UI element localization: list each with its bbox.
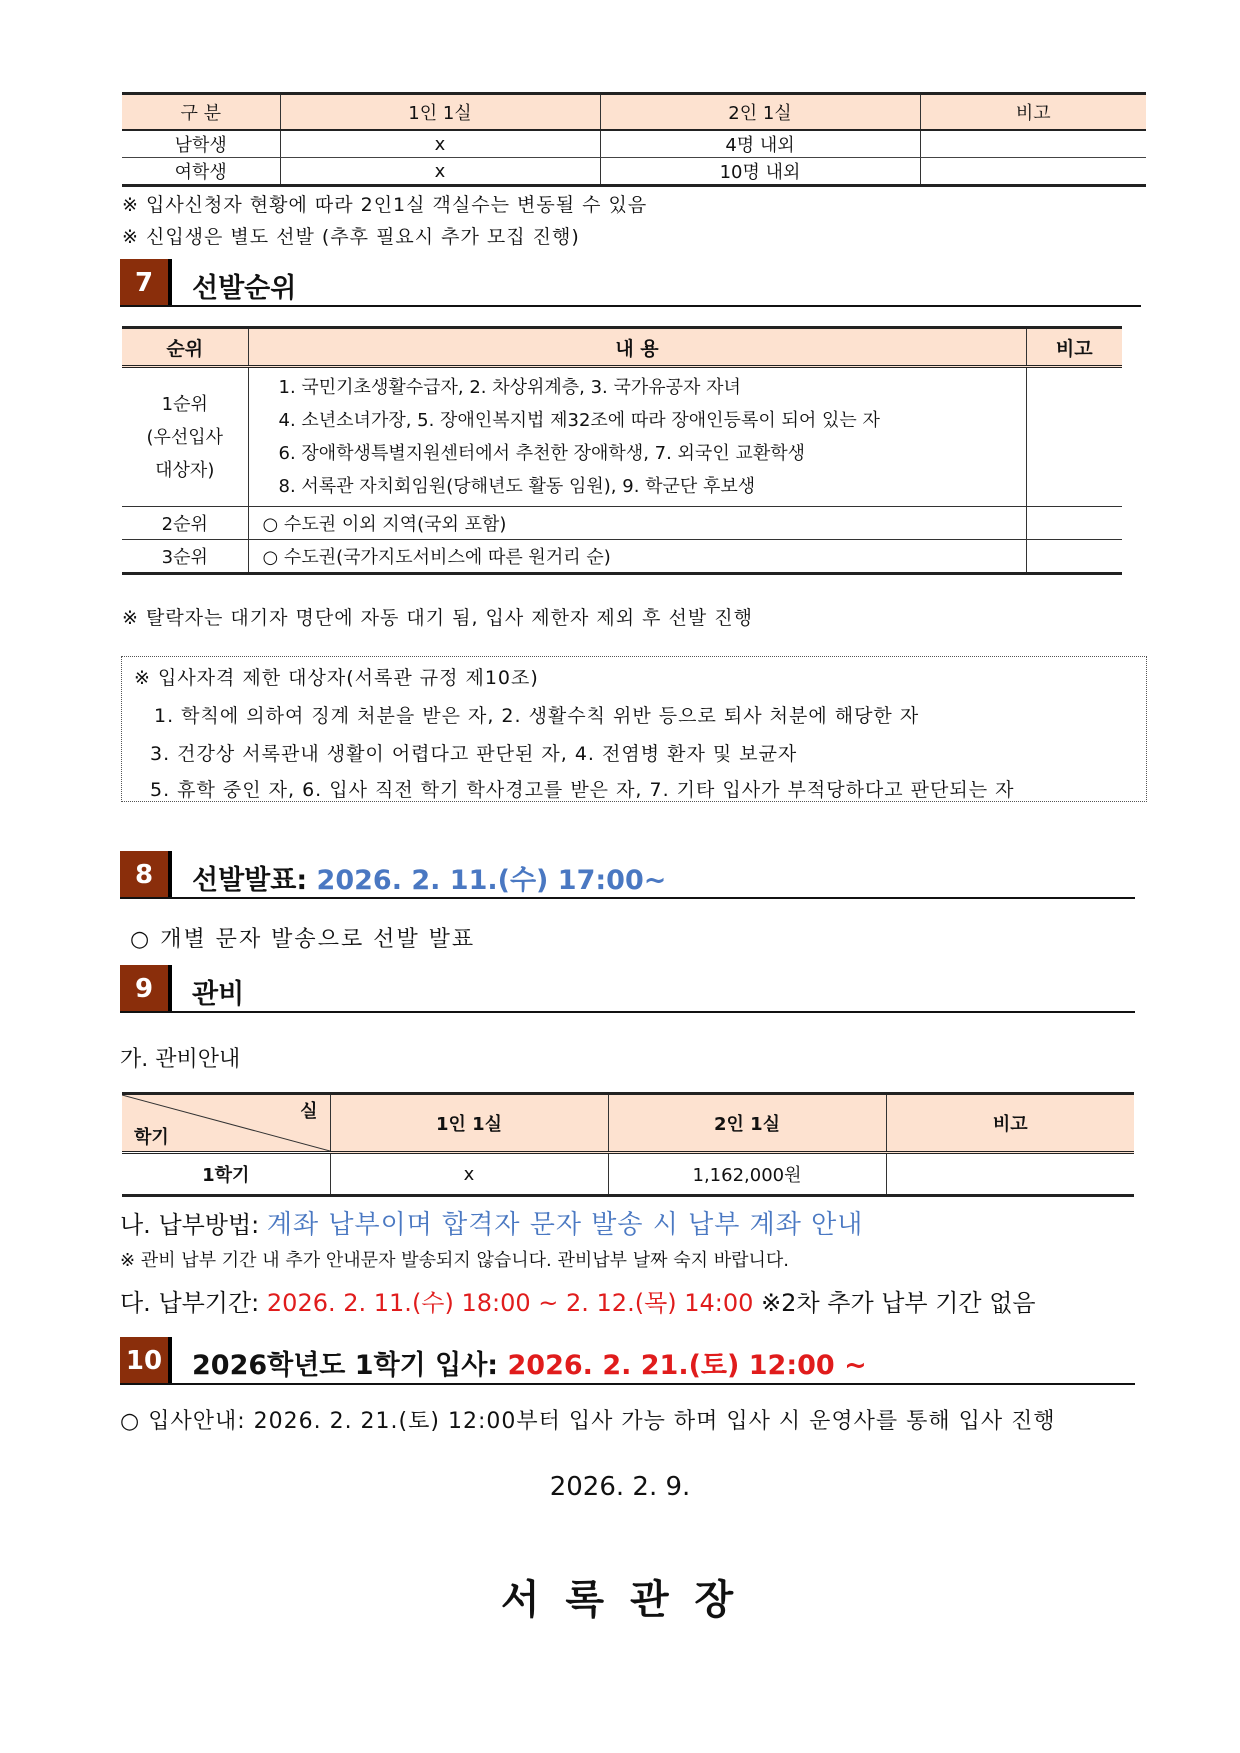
diagonal-header-cell <box>122 1094 330 1153</box>
room-header-single: 1인 1실 <box>280 94 600 131</box>
fee-header-single: 1인 1실 <box>330 1094 608 1153</box>
restriction-item: 1. 학칙에 의하여 징계 처분을 받은 자, 2. 생활수칙 위반 등으로 퇴사 처분에 해당한 자 <box>154 705 920 727</box>
payment-method <box>120 1204 863 1241</box>
restriction-item: 5. 휴학 중인 자, 6. 입사 직전 학기 학사경고를 받은 자, 7. 기타 입사가 부적당하다고 판단되는 자 <box>150 779 1015 801</box>
fee-header-remark: 비고 <box>886 1094 1134 1153</box>
rank2-text: ○ 수도권 이외 지역(국외 포함) <box>248 507 1026 540</box>
rank1-label <box>122 367 248 507</box>
room-header-remark: 비고 <box>920 94 1146 131</box>
move-in-date: 2026. 2. 21.(토) 12:00 ~ <box>507 1350 867 1381</box>
waitlist-note: ※ 탈락자는 대기자 명단에 자동 대기 됨, 입사 제한자 제외 후 선발 진행 <box>122 607 753 629</box>
list-item: 4. 소년소녀가장, 5. 장애인복지법 제32조에 따라 장애인등록이 되어 있는 자 <box>278 410 880 431</box>
table-cell <box>1026 507 1122 540</box>
list-item: 8. 서록관 자치회임원(당해년도 활동 임원), 9. 학군단 후보생 <box>278 476 756 497</box>
selection-priority-table <box>122 326 1122 575</box>
section-underline <box>120 897 1135 899</box>
table-cell <box>920 158 1146 186</box>
payment-period-label: 다. 납부기간: <box>120 1289 260 1317</box>
restriction-title: ※ 입사자격 제한 대상자(서록관 규정 제10조) <box>134 667 539 689</box>
payment-note: ※ 관비 납부 기간 내 추가 안내문자 발송되지 않습니다. 관비납부 날짜 숙지 바랍니다. <box>120 1250 789 1271</box>
room-type-table <box>122 92 1146 187</box>
room-header-category: 구 분 <box>122 94 280 131</box>
room-note-1: ※ 입사신청자 현황에 따라 2인1실 객실수는 변동될 수 있음 <box>122 194 648 216</box>
section-title: 관비 <box>192 979 245 1010</box>
table-cell: x <box>280 158 600 186</box>
move-in-text: ○ 입사안내: 2026. 2. 21.(토) 12:00부터 입사 가능 하며 입사 시 운영사를 통해 입사 진행 <box>120 1409 1056 1434</box>
table-cell <box>1026 540 1122 574</box>
announcement-date: 2026. 2. 11.(수) 17:00~ <box>316 865 667 896</box>
room-note-2: ※ 신입생은 별도 선발 (추후 필요시 추가 모집 진행) <box>122 226 580 248</box>
section-title-label: 선발발표: <box>192 865 308 896</box>
rank3-text: ○ 수도권(국가지도서비스에 따른 원거리 순) <box>248 540 1026 574</box>
restriction-item: 3. 건강상 서록관내 생활이 어렵다고 판단된 자, 4. 전염병 환자 및 보균자 <box>150 743 798 765</box>
table-cell: x <box>330 1153 608 1196</box>
section-title <box>192 858 666 897</box>
section-number-badge: 9 <box>120 965 172 1013</box>
payment-period <box>120 1283 1036 1318</box>
payment-method-label: 나. 납부방법: <box>120 1211 260 1239</box>
list-item: 1. 국민기초생활수급자, 2. 차상위계층, 3. 국가유공자 자녀 <box>278 377 741 398</box>
rank2-label: 2순위 <box>122 507 248 540</box>
table-cell: 10명 내외 <box>600 158 920 186</box>
document-date: 2026. 2. 9. <box>549 1472 691 1502</box>
table-cell: 남학생 <box>122 130 280 158</box>
fee-header-double: 2인 1실 <box>608 1094 886 1153</box>
rank1-label-line: (우선입사 <box>146 426 224 448</box>
section-underline <box>120 305 1141 307</box>
restriction-box <box>121 656 1147 802</box>
table-cell: 4명 내외 <box>600 130 920 158</box>
table-cell <box>1026 367 1122 507</box>
payment-method-text: 계좌 납부이며 합격자 문자 발송 시 납부 계좌 안내 <box>266 1210 864 1240</box>
table-cell <box>886 1153 1134 1196</box>
table-cell: 여학생 <box>122 158 280 186</box>
section-number-badge: 10 <box>120 1337 172 1385</box>
diagonal-top-label: 실 <box>300 1101 318 1122</box>
fee-table <box>122 1092 1134 1197</box>
rank1-label-line: 대상자) <box>155 459 215 481</box>
list-item: 6. 장애학생특별지원센터에서 추천한 장애학생, 7. 외국인 교환학생 <box>278 443 805 464</box>
table-cell: 1,162,000원 <box>608 1153 886 1196</box>
priority-header-content: 내 용 <box>248 328 1026 367</box>
table-cell <box>920 130 1146 158</box>
rank3-label: 3순위 <box>122 540 248 574</box>
section-title: 선발순위 <box>192 273 297 304</box>
priority-header-rank: 순위 <box>122 328 248 367</box>
section-title <box>192 1343 867 1382</box>
announcement-text: ○ 개별 문자 발송으로 선발 발표 <box>130 927 476 952</box>
section-number-badge: 7 <box>120 259 172 307</box>
room-header-double: 2인 1실 <box>600 94 920 131</box>
fee-subheading: 가. 관비안내 <box>120 1047 241 1072</box>
section-title-label: 2026학년도 1학기 입사: <box>192 1350 499 1381</box>
section-underline <box>120 1383 1135 1385</box>
signature: 서 록 관 장 <box>500 1577 740 1623</box>
payment-period-note: ※2차 추가 납부 기간 없음 <box>761 1289 1036 1317</box>
rank1-label-line: 1순위 <box>161 393 208 415</box>
table-cell: x <box>280 130 600 158</box>
section-underline <box>120 1011 1135 1013</box>
priority-header-remark: 비고 <box>1026 328 1122 367</box>
section-number-badge: 8 <box>120 851 172 899</box>
diagonal-bottom-label: 학기 <box>134 1127 169 1148</box>
table-cell: 1학기 <box>122 1153 330 1196</box>
payment-period-dates: 2026. 2. 11.(수) 18:00 ~ 2. 12.(목) 14:00 <box>266 1289 754 1317</box>
rank1-items <box>248 367 1026 507</box>
